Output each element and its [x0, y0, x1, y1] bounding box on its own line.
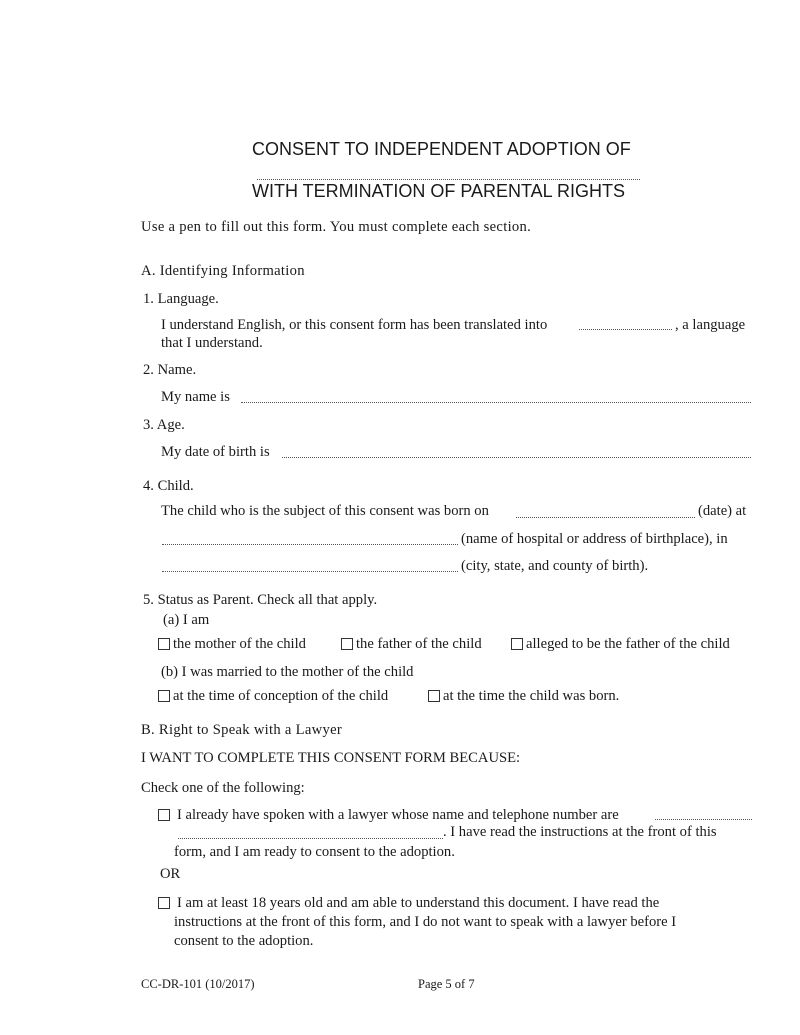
- city-state-county-text: (city, state, and county of birth).: [461, 558, 649, 574]
- language-field[interactable]: [579, 329, 672, 330]
- mother-checkbox[interactable]: [158, 638, 170, 650]
- father-option-label: the father of the child: [356, 636, 482, 652]
- mother-option-label: the mother of the child: [173, 636, 306, 652]
- page-number: Page 5 of 7: [418, 977, 475, 991]
- child-birth-text: The child who is the subject of this consent was born on: [161, 503, 489, 519]
- language-text-after: , a language: [675, 317, 746, 333]
- age-label: 3. Age.: [143, 417, 185, 433]
- option2-line3: consent to the adoption.: [174, 933, 314, 949]
- status-label: 5. Status as Parent. Check all that apply.: [143, 592, 378, 608]
- or-text: OR: [160, 866, 181, 882]
- option2-line2: instructions at the front of this form, and I do not want to speak with a lawyer before I: [174, 914, 677, 930]
- no-lawyer-checkbox[interactable]: [158, 897, 170, 909]
- birthplace-field[interactable]: [162, 544, 458, 545]
- language-label: 1. Language.: [143, 291, 219, 307]
- option1-line1: I already have spoken with a lawyer whose name and telephone number are: [177, 807, 619, 823]
- section-b-subheading: I WANT TO COMPLETE THIS CONSENT FORM BECAUSE:: [141, 750, 521, 766]
- status-a-label: (a) I am: [163, 612, 210, 628]
- conception-checkbox[interactable]: [158, 690, 170, 702]
- title-line-2: WITH TERMINATION OF PARENTAL RIGHTS: [252, 181, 626, 201]
- name-prompt: My name is: [161, 389, 230, 405]
- section-a-heading: A. Identifying Information: [141, 263, 305, 279]
- option1-line2: . I have read the instructions at the front of this: [443, 824, 717, 840]
- name-field[interactable]: [241, 402, 751, 403]
- instructions: Use a pen to fill out this form. You must complete each section.: [141, 219, 532, 235]
- language-text-line2: that I understand.: [161, 335, 263, 351]
- birthplace-text: (name of hospital or address of birthplace), in: [461, 531, 728, 547]
- status-b-label: (b) I was married to the mother of the child: [161, 664, 414, 680]
- dob-field[interactable]: [282, 457, 751, 458]
- spoke-with-lawyer-checkbox[interactable]: [158, 809, 170, 821]
- date-at-text: (date) at: [698, 503, 747, 519]
- birth-option-label: at the time the child was born.: [443, 688, 620, 704]
- option2-line1: I am at least 18 years old and am able to understand this document. I have read the: [177, 895, 660, 911]
- check-one-text: Check one of the following:: [141, 780, 305, 796]
- city-state-county-field[interactable]: [162, 571, 458, 572]
- language-text: I understand English, or this consent form has been translated into: [161, 317, 548, 333]
- section-b-heading: B. Right to Speak with a Lawyer: [141, 722, 343, 738]
- child-birth-date-field[interactable]: [516, 517, 695, 518]
- lawyer-info-field-2[interactable]: [178, 838, 443, 839]
- conception-option-label: at the time of conception of the child: [173, 688, 389, 704]
- father-checkbox[interactable]: [341, 638, 353, 650]
- form-id: CC-DR-101 (10/2017): [141, 977, 255, 991]
- alleged-father-option-label: alleged to be the father of the child: [526, 636, 730, 652]
- birth-checkbox[interactable]: [428, 690, 440, 702]
- name-label: 2. Name.: [143, 362, 197, 378]
- child-label: 4. Child.: [143, 478, 194, 494]
- lawyer-info-field-1[interactable]: [655, 819, 752, 820]
- dob-prompt: My date of birth is: [161, 444, 270, 460]
- title-line-1: CONSENT TO INDEPENDENT ADOPTION OF: [252, 139, 631, 159]
- alleged-father-checkbox[interactable]: [511, 638, 523, 650]
- option1-line3: form, and I am ready to consent to the adoption.: [174, 844, 455, 860]
